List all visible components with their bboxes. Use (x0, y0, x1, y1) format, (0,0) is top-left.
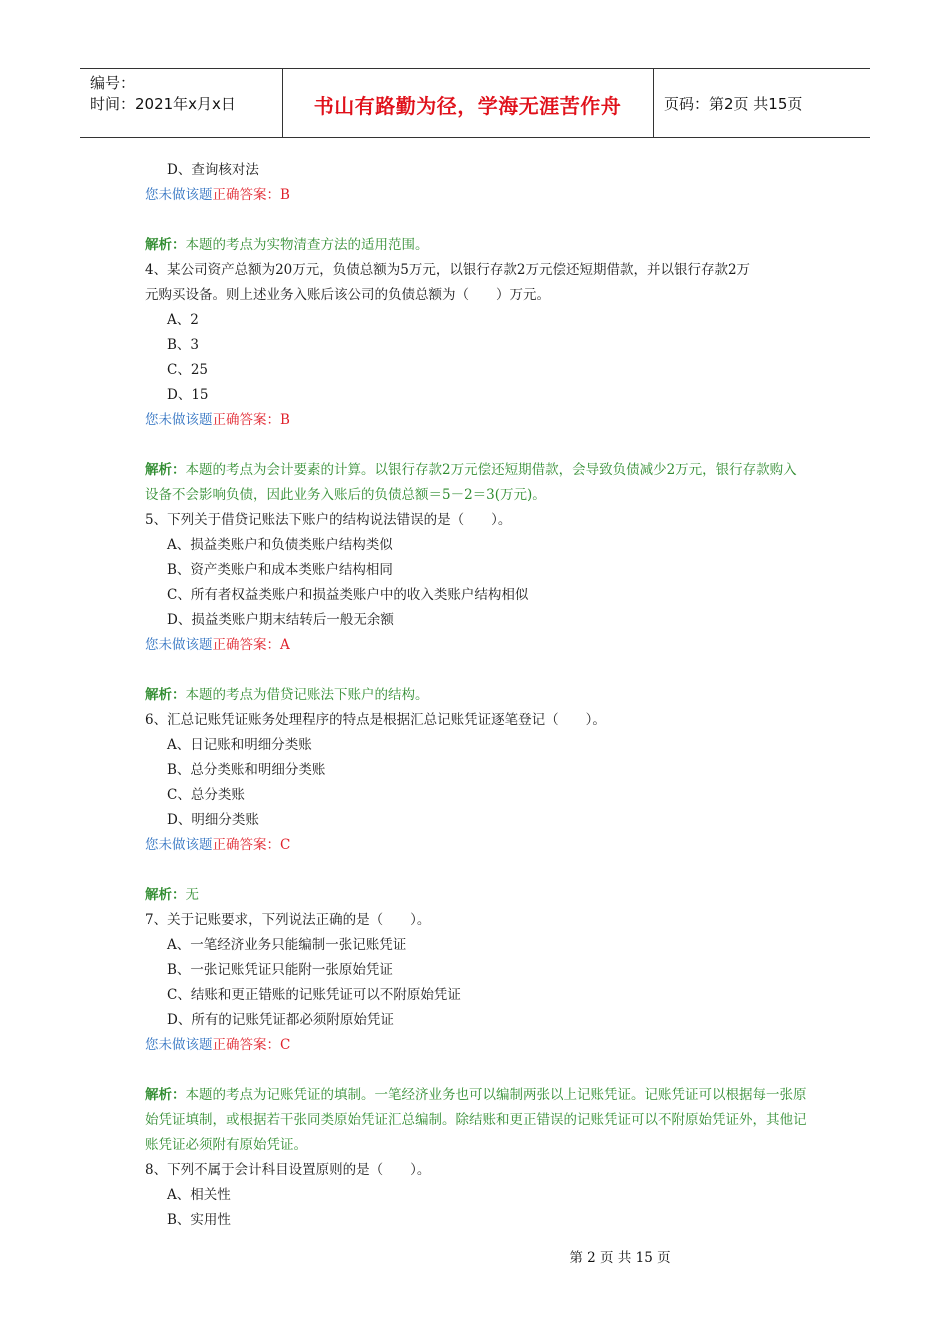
correct-answer: 正确答案：C (212, 837, 291, 853)
analysis-label: 解析： (145, 237, 186, 253)
analysis (145, 233, 810, 258)
answer-line (145, 1033, 810, 1058)
not-done-label: 您未做该题 (145, 637, 213, 653)
analysis-text: 本题的考点为实物清查方法的适用范围。 (185, 237, 429, 253)
option-item: C、所有者权益类账户和损益类账户中的收入类账户结构相似 (167, 587, 529, 603)
option-item: B、总分类账和明细分类账 (167, 762, 326, 778)
option-item: B、一张记账凭证只能附一张原始凭证 (167, 962, 393, 978)
not-done-label: 您未做该题 (145, 187, 213, 203)
header-divider (653, 69, 654, 137)
correct-answer: 正确答案：C (212, 1037, 291, 1053)
option-item: D、损益类账户期末结转后一般无余额 (167, 612, 394, 628)
analysis-label: 解析： (145, 1087, 186, 1103)
option-item: A、相关性 (167, 1187, 231, 1203)
spacer (145, 1058, 810, 1083)
option-item: A、损益类账户和负债类账户结构类似 (167, 537, 393, 553)
analysis-label: 解析： (145, 462, 186, 478)
correct-answer: 正确答案：B (212, 412, 290, 428)
answer-line (145, 633, 810, 658)
answer-line (145, 183, 810, 208)
option-item: B、3 (167, 337, 200, 353)
question-stem: 4、某公司资产总额为20万元，负债总额为5万元，以银行存款2万元偿还短期借款，并以银行存款2万 (145, 262, 751, 278)
analysis-label: 解析： (145, 687, 186, 703)
analysis-text: 本题的考点为会计要素的计算。以银行存款2万元偿还短期借款，会导致负债减少2万元，银行存款购入设备不会影响负债，因此业务入账后的负债总额＝5－2＝3(万元)。 (145, 462, 797, 503)
option-item: C、25 (167, 362, 209, 378)
document-body (145, 158, 810, 1233)
analysis (145, 883, 810, 908)
analysis-text: 无 (185, 887, 199, 903)
option-item: B、实用性 (167, 1212, 231, 1228)
header-page-info: 页码：第2页 共15页 (664, 95, 803, 113)
not-done-label: 您未做该题 (145, 412, 213, 428)
option-item: C、总分类账 (167, 787, 245, 803)
document-time: 时间：2021年x月x日 (90, 95, 236, 113)
question-stem: 5、下列关于借贷记账法下账户的结构说法错误的是（ ）。 (145, 512, 512, 528)
analysis (145, 458, 810, 508)
option-item: C、结账和更正错账的记账凭证可以不附原始凭证 (167, 987, 461, 1003)
spacer (145, 433, 810, 458)
question-stem: 7、关于记账要求，下列说法正确的是（ ）。 (145, 912, 431, 928)
answer-line (145, 408, 810, 433)
option-item: D、所有的记账凭证都必须附原始凭证 (167, 1012, 394, 1028)
analysis-text: 本题的考点为记账凭证的填制。一笔经济业务也可以编制两张以上记账凭证。记账凭证可以根据每一张原始凭证填制，或根据若干张同类原始凭证汇总编制。除结账和更正错误的记账凭证可以不附原始凭证外，其他记账凭证必须附有原始凭证。 (145, 1087, 807, 1153)
page-footer: 第 2 页 共 15 页 (569, 1250, 671, 1266)
analysis-text: 本题的考点为借贷记账法下账户的结构。 (185, 687, 429, 703)
question-stem: 6、汇总记账凭证账务处理程序的特点是根据汇总记账凭证逐笔登记（ ）。 (145, 712, 606, 728)
analysis-label: 解析： (145, 887, 186, 903)
document-number-label: 编号： (90, 74, 136, 92)
not-done-label: 您未做该题 (145, 1037, 213, 1053)
question-stem: 元购买设备。则上述业务入账后该公司的负债总额为（ ）万元。 (145, 287, 550, 303)
option-item: A、日记账和明细分类账 (167, 737, 312, 753)
header-left (90, 73, 236, 115)
not-done-label: 您未做该题 (145, 837, 213, 853)
question-stem: 8、下列不属于会计科目设置原则的是（ ）。 (145, 1162, 431, 1178)
option-item: A、一笔经济业务只能编制一张记账凭证 (167, 937, 407, 953)
answer-line (145, 833, 810, 858)
analysis (145, 1083, 810, 1158)
spacer (145, 658, 810, 683)
option-item: B、资产类账户和成本类账户结构相同 (167, 562, 393, 578)
option-item: D、查询核对法 (167, 162, 259, 178)
correct-answer: 正确答案：A (212, 637, 290, 653)
header-motto: 书山有路勤为径，学海无涯苦作舟 (313, 94, 622, 118)
option-item: D、15 (167, 387, 209, 403)
spacer (145, 208, 810, 233)
option-item: A、2 (167, 312, 199, 328)
correct-answer: 正确答案：B (212, 187, 290, 203)
analysis (145, 683, 810, 708)
option-item: D、明细分类账 (167, 812, 259, 828)
page-header (80, 68, 870, 138)
spacer (145, 858, 810, 883)
